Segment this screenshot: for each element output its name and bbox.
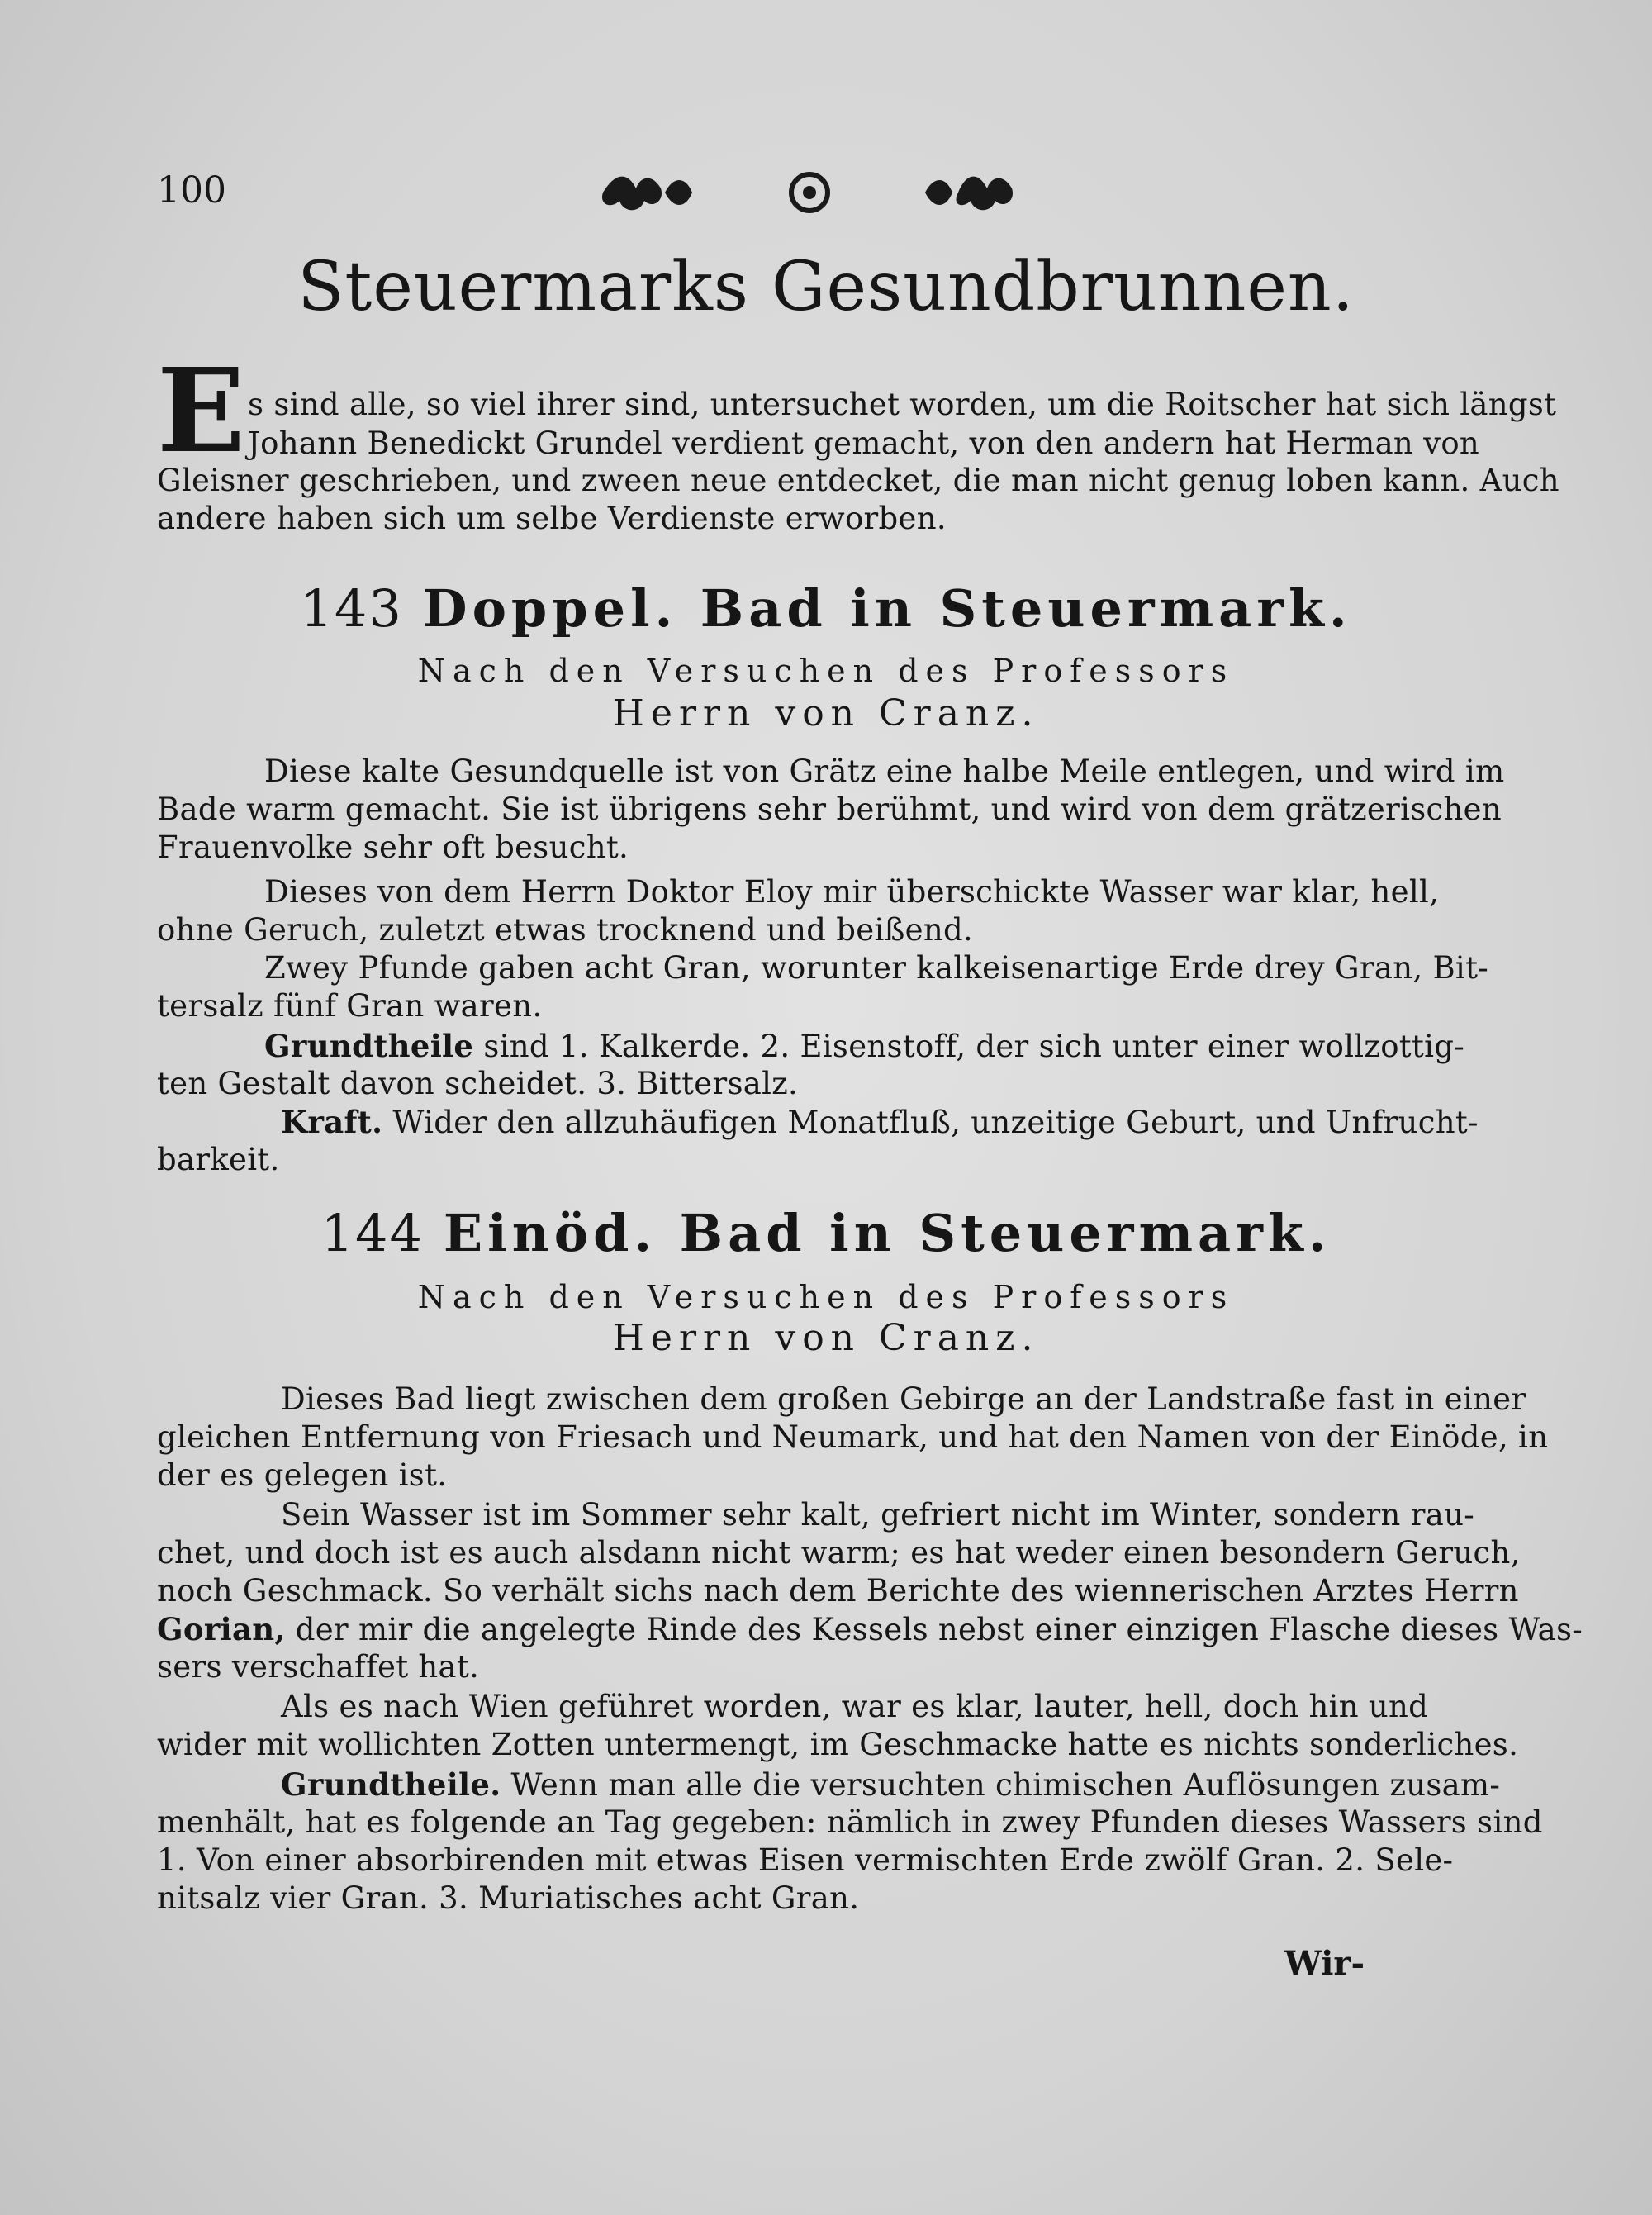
ornament-center: [791, 174, 828, 211]
catchword: Wir-: [1284, 1944, 1365, 1983]
page-number: 100: [157, 169, 226, 212]
s143-kraft-text: Wider den allzuhäufigen Monatfluß, unzeitige Geburt, und Unfrucht-: [392, 1105, 1479, 1140]
section-143-author: Herrn von Cranz.: [612, 692, 1040, 734]
s144-line-3: der es gelegen ist.: [157, 1457, 448, 1493]
s143-grund-line-1: [264, 1028, 1465, 1064]
s144-line-14: nitsalz vier Gran. 3. Muriatisches acht Gran.: [157, 1880, 860, 1916]
drop-cap: E: [157, 344, 245, 479]
s144-line-6: noch Geschmack. So verhält sichs nach dem Berichte des wiennerischen Arztes Herrn: [157, 1573, 1519, 1609]
s143-grund-text: sind 1. Kalkerde. 2. Eisenstoff, der sich unter einer wollzottig-: [483, 1029, 1465, 1064]
s143-line-6: Zwey Pfunde gaben acht Gran, worunter kalkeisenartige Erde drey Gran, Bit-: [264, 950, 1489, 986]
s144-line-1: Dieses Bad liegt zwischen dem großen Gebirge an der Landstraße fast in einer: [281, 1381, 1526, 1417]
s144-line-13: 1. Von einer absorbirenden mit etwas Eisen vermischten Erde zwölf Gran. 2. Sele-: [157, 1842, 1454, 1878]
s144-gorian: Gorian,: [157, 1611, 286, 1647]
intro-line-2: Johann Benedickt Grundel verdient gemacht, von den andern hat Herman von: [248, 425, 1480, 461]
section-143-heading: [0, 578, 1652, 639]
section-143-title: Doppel. Bad in Steuermark.: [422, 578, 1352, 639]
s144-line-8: sers verschaffet hat.: [157, 1649, 480, 1685]
page-title: Steuermarks Gesundbrunnen.: [297, 248, 1355, 326]
ornament-left: [602, 177, 692, 211]
s144-line-11: [281, 1766, 1501, 1803]
s143-kraft-line-2: barkeit.: [157, 1142, 280, 1177]
s143-kraft-line-1: [281, 1104, 1479, 1140]
s144-line-10: wider mit wollichten Zotten untermengt, im Geschmacke hatte es nichts sonderliches.: [157, 1727, 1519, 1762]
s143-line-2: Bade warm gemacht. Sie ist übrigens sehr berühmt, und wird von dem grätzerischen: [157, 791, 1502, 827]
section-144-subtitle: Nach den Versuchen des Professors: [417, 1279, 1235, 1315]
s144-grund-label: Grundtheile.: [281, 1766, 501, 1803]
s143-line-3: Frauenvolke sehr oft besucht.: [157, 829, 629, 865]
s144-line-12: menhält, hat es folgende an Tag gegeben: nämlich in zwey Pfunden dieses Wassers sind: [157, 1804, 1543, 1840]
s144-line-11-text: Wenn man alle die versuchten chimischen Auflösungen zusam-: [510, 1767, 1501, 1803]
section-143-number: 143: [300, 578, 403, 639]
s143-line-7: tersalz fünf Gran waren.: [157, 988, 543, 1024]
section-144-title: Einöd. Bad in Steuermark.: [443, 1203, 1332, 1263]
intro-line-3: Gleisner geschrieben, und zween neue entdecket, die man nicht genug loben kann. Auch: [157, 463, 1559, 498]
s144-line-2: gleichen Entfernung von Friesach und Neumark, und hat den Namen von der Einöde, in: [157, 1419, 1549, 1455]
s144-line-7: [157, 1611, 1583, 1647]
intro-line-1: s sind alle, so viel ihrer sind, untersuchet worden, um die Roitscher hat sich längst: [248, 387, 1557, 422]
s144-line-5: chet, und doch ist es auch alsdann nicht warm; es hat weder einen besondern Geruch,: [157, 1535, 1521, 1571]
section-144-number: 144: [320, 1203, 424, 1263]
ornament-header: [595, 164, 1024, 221]
s143-grund-line-2: ten Gestalt davon scheidet. 3. Bittersalz.: [157, 1066, 799, 1101]
ornament-right: [925, 177, 1013, 211]
s143-line-5: ohne Geruch, zuletzt etwas trocknend und beißend.: [157, 912, 974, 948]
s143-kraft-label: Kraft.: [281, 1104, 383, 1140]
section-144-heading: [0, 1203, 1652, 1263]
s144-line-4: Sein Wasser ist im Sommer sehr kalt, gefriert nicht im Winter, sondern rau-: [281, 1497, 1475, 1533]
s143-line-4: Dieses von dem Herrn Doktor Eloy mir überschickte Wasser war klar, hell,: [264, 874, 1440, 910]
s144-line-9: Als es nach Wien geführet worden, war es klar, lauter, hell, doch hin und: [281, 1689, 1429, 1724]
section-143-subtitle: Nach den Versuchen des Professors: [417, 653, 1235, 689]
s143-grund-label: Grundtheile: [264, 1028, 474, 1064]
s143-line-1: Diese kalte Gesundquelle ist von Grätz eine halbe Meile entlegen, und wird im: [264, 753, 1505, 789]
section-144-author: Herrn von Cranz.: [612, 1317, 1040, 1359]
s144-line-7-text: der mir die angelegte Rinde des Kessels nebst einer einzigen Flasche dieses Was-: [295, 1612, 1583, 1647]
intro-line-4: andere haben sich um selbe Verdienste erworben.: [157, 501, 947, 536]
